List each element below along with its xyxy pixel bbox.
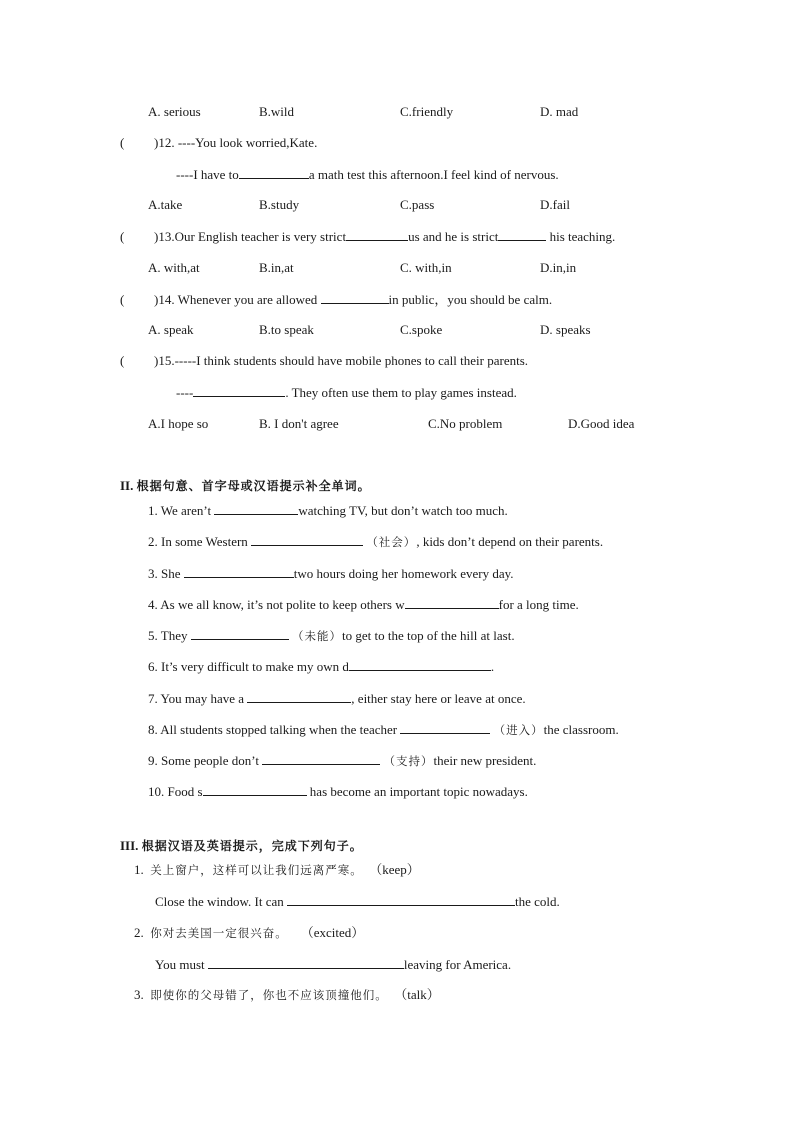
- section-2-number: II.: [120, 478, 134, 493]
- s2-item-5-pre: 5. They: [148, 628, 188, 643]
- q12-option-b: B.study: [259, 197, 300, 212]
- q12-blank[interactable]: [239, 166, 309, 179]
- q13-blank-2[interactable]: [498, 228, 546, 241]
- q12-response-pre: ----I have to: [176, 167, 239, 182]
- s3-item-3-keyword: （talk）: [394, 987, 440, 1002]
- s2-item-5-post: to get to the top of the hill at last.: [341, 628, 515, 643]
- q13-option-c: C. with,in: [400, 260, 452, 275]
- s3-item-1-pre: Close the window. It can: [155, 894, 284, 909]
- section-3-number: III.: [120, 838, 139, 853]
- q14-option-d: D. speaks: [540, 322, 591, 337]
- q11-option-b: B.wild: [259, 104, 295, 119]
- s2-item-8-blank[interactable]: [400, 721, 490, 734]
- section-2-title: [120, 478, 371, 494]
- q14-answer-bracket[interactable]: (: [120, 292, 125, 307]
- section-3-title: [120, 838, 363, 854]
- s3-item-1-number: 1.: [134, 862, 144, 877]
- q12-response-post: a math test this afternoon.I feel kind of nervous.: [308, 167, 559, 182]
- section-2-instruction: 根据句意、首字母或汉语提示补全单词。: [136, 479, 371, 493]
- q12-stem: [120, 135, 317, 151]
- q15-stem: [120, 353, 528, 369]
- s3-item-2-number: 2.: [134, 925, 144, 940]
- s2-item-10-pre: 10. Food s: [148, 784, 203, 799]
- q13-option-d: D.in,in: [540, 260, 577, 275]
- s2-item-5-hint: （未能）: [291, 629, 342, 643]
- s2-item-8-post: the classroom.: [543, 722, 619, 737]
- s2-item-10: [148, 783, 528, 800]
- s2-item-4-blank[interactable]: [405, 596, 499, 609]
- s3-item-2-blank[interactable]: [208, 956, 404, 969]
- s2-item-8: [148, 721, 619, 738]
- s3-item-3-chinese: 即使你的父母错了，你也不应该顶撞他们。: [150, 988, 388, 1002]
- q11-option-c: C.friendly: [400, 104, 454, 119]
- q15-text: )15.-----I think students should have mobile phones to call their parents.: [154, 353, 529, 368]
- s2-item-3: [148, 565, 514, 582]
- q15-option-b: B. I don't agree: [259, 416, 339, 431]
- q12-option-c: C.pass: [400, 197, 435, 212]
- s2-item-2-pre: 2. In some Western: [148, 534, 248, 549]
- q15-option-a: A.I hope so: [148, 416, 209, 431]
- q13-option-b: B.in,at: [259, 260, 294, 275]
- s2-item-6-pre: 6. It’s very difficult to make my own d: [148, 659, 349, 674]
- q14-blank[interactable]: [321, 291, 389, 304]
- q15-response-post: . They often use them to play games instead.: [285, 385, 517, 400]
- s2-item-1-blank[interactable]: [214, 502, 298, 515]
- s3-item-2-answer: [155, 956, 511, 973]
- s3-item-2-pre: You must: [155, 957, 205, 972]
- q13-answer-bracket[interactable]: (: [120, 229, 125, 244]
- s3-item-2-prompt: [134, 925, 364, 941]
- q14-option-a: A. speak: [148, 322, 194, 337]
- s2-item-7: [148, 690, 526, 707]
- s2-item-2-post: , kids don’t depend on their parents.: [416, 534, 604, 549]
- s3-item-1-post: the cold.: [515, 894, 560, 909]
- q15-response-pre: ----: [176, 385, 194, 400]
- q12-text: )12. ----You look worried,Kate.: [154, 135, 318, 150]
- s3-item-2-post: leaving for America.: [403, 957, 512, 972]
- s2-item-9-pre: 9. Some people don’t: [148, 753, 259, 768]
- q15-response: [176, 384, 517, 401]
- s2-item-6-post: .: [490, 659, 495, 674]
- q14-option-c: C.spoke: [400, 322, 443, 337]
- q12-answer-bracket[interactable]: (: [120, 135, 125, 150]
- q11-option-a: A. serious: [148, 104, 201, 119]
- q12-option-a: A.take: [148, 197, 183, 212]
- s2-item-2-blank[interactable]: [251, 533, 363, 546]
- s3-item-1-answer: [155, 893, 560, 910]
- s3-item-2-keyword: （excited）: [300, 925, 365, 940]
- s2-item-6: [148, 658, 494, 675]
- q13-option-a: A. with,at: [148, 260, 200, 275]
- s2-item-5: [148, 627, 515, 644]
- s2-item-9-blank[interactable]: [262, 752, 380, 765]
- s2-item-9: [148, 752, 536, 769]
- s2-item-5-blank[interactable]: [191, 627, 289, 640]
- q15-option-c: C.No problem: [428, 416, 503, 431]
- q13-text-mid: us and he is strict: [408, 229, 499, 244]
- q14-text-post: in public，you should be calm.: [388, 292, 553, 307]
- s2-item-1: [148, 502, 508, 519]
- s2-item-1-post: watching TV, but don’t watch too much.: [298, 503, 508, 518]
- s2-item-2: [148, 533, 603, 550]
- q13-text-post: his teaching.: [549, 229, 616, 244]
- s2-item-7-post: , either stay here or leave at once.: [351, 691, 526, 706]
- q15-option-d: D.Good idea: [568, 416, 635, 431]
- q13-stem: [120, 228, 615, 245]
- s3-item-1-keyword: （keep）: [369, 862, 420, 877]
- q15-answer-bracket[interactable]: (: [120, 353, 125, 368]
- q11-option-d: D. mad: [540, 104, 579, 119]
- s2-item-9-hint: （支持）: [383, 754, 434, 768]
- s2-item-4: [148, 596, 579, 613]
- s2-item-4-pre: 4. As we all know, it’s not polite to keep others w: [148, 597, 405, 612]
- s3-item-3-number: 3.: [134, 987, 144, 1002]
- s3-item-1-blank[interactable]: [287, 893, 515, 906]
- q13-text: )13.Our English teacher is very strict: [154, 229, 347, 244]
- s2-item-7-pre: 7. You may have a: [148, 691, 245, 706]
- s2-item-4-post: for a long time.: [498, 597, 579, 612]
- s3-item-1-chinese: 关上窗户，这样可以让我们远离严寒。: [150, 863, 363, 877]
- s2-item-3-pre: 3. She: [148, 566, 181, 581]
- s2-item-10-blank[interactable]: [203, 783, 307, 796]
- q12-response: [176, 166, 559, 183]
- s3-item-3-prompt: [134, 987, 440, 1003]
- s2-item-7-blank[interactable]: [247, 690, 351, 703]
- q12-option-d: D.fail: [540, 197, 570, 212]
- s2-item-1-pre: 1. We aren’t: [148, 503, 212, 518]
- s2-item-9-post: their new president.: [433, 753, 537, 768]
- s2-item-3-post: two hours doing her homework every day.: [293, 566, 514, 581]
- s2-item-2-hint: （社会）: [366, 535, 417, 549]
- s2-item-3-blank[interactable]: [184, 565, 294, 578]
- q14-option-b: B.to speak: [259, 322, 314, 337]
- q13-blank-1[interactable]: [346, 228, 408, 241]
- q15-blank[interactable]: [193, 384, 285, 397]
- s2-item-10-post: has become an important topic nowadays.: [309, 784, 528, 799]
- s2-item-6-blank[interactable]: [349, 658, 491, 671]
- section-3-instruction: 根据汉语及英语提示，完成下列句子。: [141, 839, 363, 853]
- q14-text: )14. Whenever you are allowed: [154, 292, 318, 307]
- s2-item-8-pre: 8. All students stopped talking when the teacher: [148, 722, 398, 737]
- s3-item-1-prompt: [134, 862, 420, 878]
- q14-stem: [120, 291, 552, 308]
- s3-item-2-chinese: 你对去美国一定很兴奋。: [150, 926, 288, 940]
- s2-item-8-hint: （进入）: [493, 723, 544, 737]
